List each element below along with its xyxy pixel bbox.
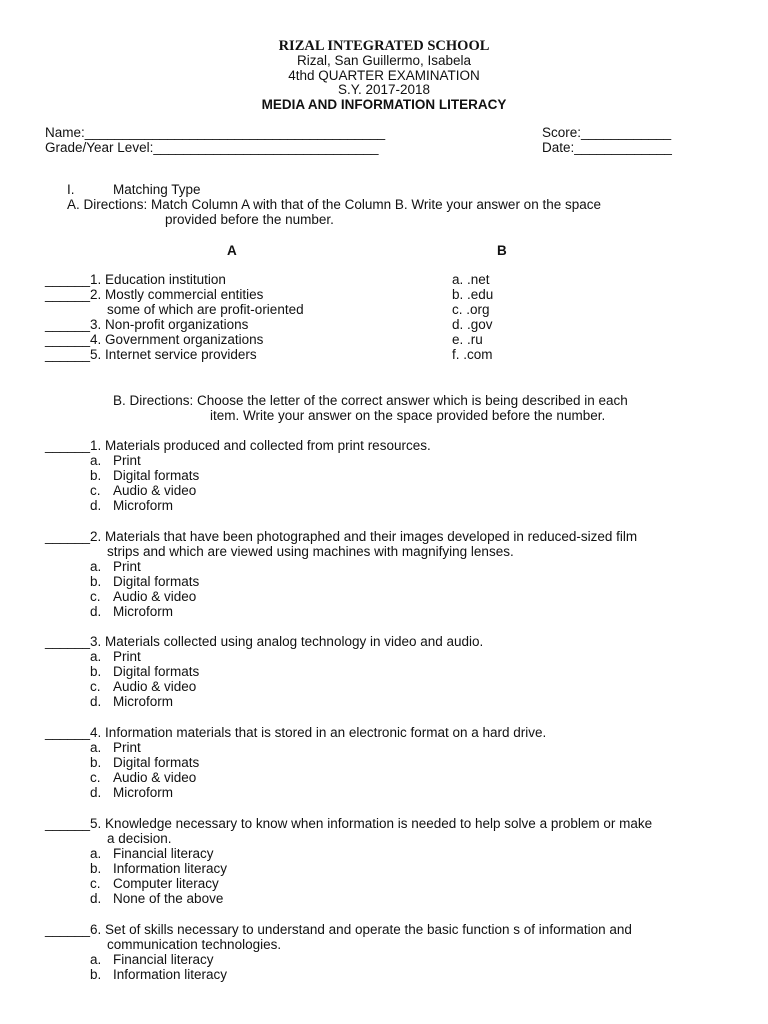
grade-level-field[interactable]: Grade/Year Level:______________________________ [45,140,379,155]
choice-text: Audio & video [113,679,197,694]
choice-letter: a. [90,952,102,967]
choice-text: Information literacy [113,861,228,876]
choice-text: Print [113,453,141,468]
column-b-item: e. .ru [452,332,483,347]
choice-text: Microform [113,498,173,513]
question-5-text-cont: a decision. [107,831,172,846]
exam-header [0,38,768,112]
column-b-item: f. .com [452,347,493,362]
name-field[interactable]: Name:________________________________________ [45,125,386,140]
choice-d [45,694,735,709]
choice-c [45,770,735,785]
choice-text: Microform [113,785,173,800]
choice-d [45,891,735,906]
column-b-item: c. .org [452,302,490,317]
choice-letter: c. [90,483,101,498]
column-b-header: B [497,243,507,258]
choice-letter: b. [90,574,102,589]
choice-b [45,967,735,982]
choice-d [45,785,735,800]
directions-b-line1: B. Directions: Choose the letter of the correct answer which is being described in each [113,393,628,408]
choice-text: Digital formats [113,755,200,770]
column-a-item-5[interactable]: ______5. Internet service providers [45,347,257,362]
question-1 [45,438,735,513]
choice-text: Audio & video [113,770,197,785]
column-b-item: a. .net [452,272,490,287]
choice-text: Digital formats [113,574,200,589]
choice-b [45,468,735,483]
choice-text: Audio & video [113,483,197,498]
choice-letter: b. [90,664,102,679]
choice-a [45,740,735,755]
choice-b [45,574,735,589]
school-year: S.Y. 2017-2018 [337,82,431,97]
choice-letter: a. [90,740,102,755]
choice-text: Print [113,740,141,755]
question-3 [45,634,735,709]
subject-title: MEDIA AND INFORMATION LITERACY [261,96,507,112]
choice-a [45,952,735,967]
score-field[interactable]: Score:____________ [542,125,672,140]
directions-a-line2: provided before the number. [165,212,334,227]
choice-letter: a. [90,846,102,861]
choice-text: Information literacy [113,967,228,982]
question-5-text[interactable]: ______5. Knowledge necessary to know when information is needed to help solve a problem or make [45,816,653,831]
choice-text: Computer literacy [113,876,219,891]
question-5 [45,816,735,906]
date-field[interactable]: Date:_____________ [542,140,672,155]
school-address: Rizal, San Guillermo, Isabela [296,53,472,68]
column-b-item: d. .gov [452,317,493,332]
question-4 [45,725,735,800]
choice-text: Audio & video [113,589,197,604]
question-4-text[interactable]: ______4. Information materials that is stored in an electronic format on a hard drive. [45,725,547,740]
choice-letter: c. [90,589,101,604]
question-6-text-cont: communication technologies. [107,937,282,952]
choice-text: Print [113,559,141,574]
choice-a [45,559,735,574]
column-b-item: b. .edu [452,287,494,302]
question-2-text[interactable]: ______2. Materials that have been photographed and their images developed in reduced-sized film [45,529,638,544]
choice-c [45,679,735,694]
choice-letter: b. [90,967,102,982]
column-a-item-4[interactable]: ______4. Government organizations [45,332,264,347]
choice-letter: d. [90,891,102,906]
column-a-item-3[interactable]: ______3. Non-profit organizations [45,317,249,332]
column-a-list [45,272,304,362]
choice-text: Financial literacy [113,846,214,861]
choice-text: None of the above [113,891,224,906]
choice-d [45,498,735,513]
choice-letter: c. [90,770,101,785]
choice-text: Print [113,649,141,664]
choice-c [45,483,735,498]
choice-text: Microform [113,604,173,619]
choice-c [45,876,735,891]
choice-letter: d. [90,694,102,709]
question-2-text-cont: strips and which are viewed using machines with magnifying lenses. [107,544,514,559]
choice-letter: b. [90,468,102,483]
column-a-item-2[interactable]: ______2. Mostly commercial entities [45,287,264,302]
choice-text: Digital formats [113,468,200,483]
choice-text: Financial literacy [113,952,214,967]
choice-letter: d. [90,604,102,619]
choice-letter: d. [90,498,102,513]
choice-b [45,664,735,679]
choice-c [45,589,735,604]
choice-text: Microform [113,694,173,709]
choice-text: Digital formats [113,664,200,679]
question-1-text[interactable]: ______1. Materials produced and collected from print resources. [45,438,431,453]
choice-d [45,604,735,619]
directions-a-line1: A. Directions: Match Column A with that of the Column B. Write your answer on the space [67,197,601,212]
part-title: Matching Type [113,182,201,197]
choice-a [45,846,735,861]
exam-title: 4thd QUARTER EXAMINATION [288,67,480,83]
choice-letter: a. [90,559,102,574]
column-a-item-2-cont: some of which are profit-oriented [107,302,304,317]
choice-letter: c. [90,679,101,694]
directions-b-line2: item. Write your answer on the space provided before the number. [210,408,606,423]
choice-b [45,755,735,770]
choice-b [45,861,735,876]
choice-letter: d. [90,785,102,800]
choice-a [45,649,735,664]
question-2 [45,529,735,619]
question-6 [45,922,735,982]
question-3-text[interactable]: ______3. Materials collected using analog technology in video and audio. [45,634,484,649]
question-6-text[interactable]: ______6. Set of skills necessary to understand and operate the basic function s of information and [45,922,632,937]
part-numeral: I. [67,182,75,197]
column-a-item-1[interactable]: ______1. Education institution [45,272,226,287]
choice-letter: c. [90,876,101,891]
choice-letter: a. [90,453,102,468]
school-name: RIZAL INTEGRATED SCHOOL [278,38,490,54]
column-b-list [452,272,493,362]
choice-letter: b. [90,861,102,876]
column-a-header: A [227,243,237,258]
choice-letter: a. [90,649,102,664]
choice-letter: b. [90,755,102,770]
choice-a [45,453,735,468]
